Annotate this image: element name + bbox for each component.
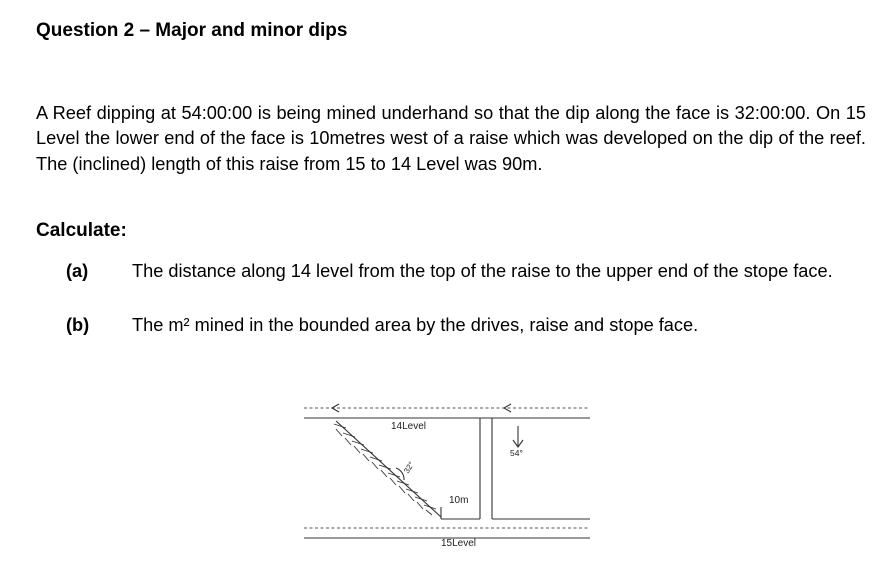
stope-face-line — [336, 421, 441, 517]
calculate-heading: Calculate: — [36, 220, 127, 241]
item-text-a: The distance along 14 level from the top of the raise to the upper end of the stope face. — [132, 261, 833, 281]
question-title: Question 2 – Major and minor dips — [36, 20, 348, 41]
level-15-label: 15Level — [441, 538, 477, 549]
problem-paragraph: A Reef dipping at 54:00:00 is being mined underhand so that the dip along the face is 32:00:00. On 15 Level the lower end of the face is 10metres west of a raise which was developed on the dip of the reef. The (inclined) length of this raise from 15 to 14 Level was 90m. — [36, 103, 866, 174]
face-hatching — [334, 424, 436, 515]
level-14-label: 14Level — [391, 421, 427, 432]
item-label-b: (b) — [66, 315, 90, 335]
ten-metre-label: 10m — [449, 495, 469, 506]
face-angle-label: 32° — [402, 460, 417, 476]
item-text-b: The m² mined in the bounded area by the drives, raise and stope face. — [132, 315, 699, 335]
dip-angle-label: 54° — [510, 448, 523, 458]
item-label-a: (a) — [66, 261, 89, 281]
